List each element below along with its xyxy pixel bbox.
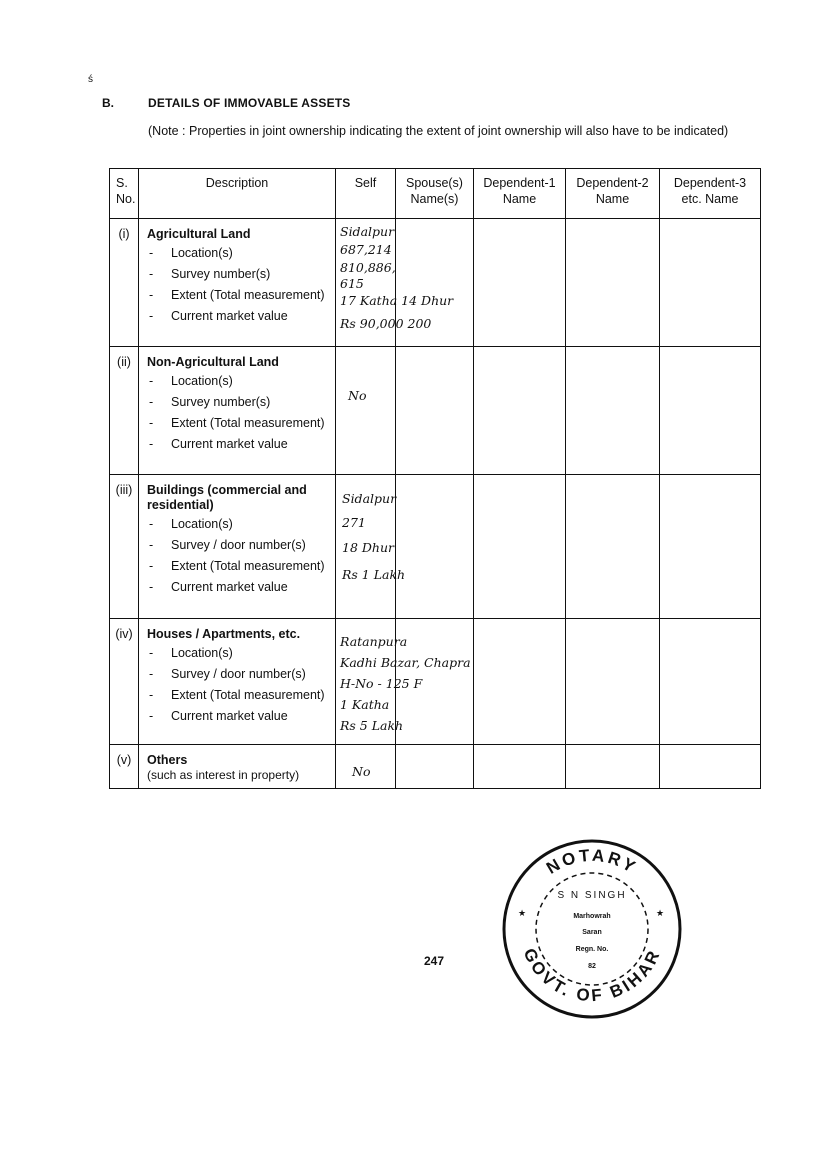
immovable-assets-table: [109, 168, 761, 789]
handwritten-entry: 687,214: [340, 242, 392, 257]
table-row: [110, 745, 761, 789]
handwritten-entry: Rs 5 Lakh: [340, 718, 404, 733]
dependent-1-cell: [474, 347, 566, 475]
handwritten-entry: Ratanpura: [340, 634, 408, 649]
svg-text:★: ★: [656, 908, 665, 918]
handwritten-entry: 615: [340, 276, 364, 291]
col-header-sno: S. No.: [110, 169, 139, 219]
row-category: Others: [147, 753, 188, 767]
handwritten-entry: 18 Dhur: [342, 540, 394, 555]
handwritten-entry: 271: [342, 515, 366, 530]
handwritten-entry: 1 Katha: [340, 697, 390, 712]
list-item: - Extent (Total measurement): [147, 288, 329, 303]
dependent-3-cell: [660, 475, 761, 619]
row-category: Buildings (commercial and residential): [147, 483, 307, 512]
list-item: - Extent (Total measurement): [147, 559, 329, 574]
handwritten-entry: H-No - 125 F: [340, 676, 423, 691]
list-item: - Survey / door number(s): [147, 667, 329, 682]
list-item: - Location(s): [147, 246, 329, 261]
svg-text:GOVT. OF BIHAR: GOVT. OF BIHAR: [519, 945, 665, 1006]
dependent-3-cell: [660, 347, 761, 475]
col-header-spouse: Spouse(s) Name(s): [396, 169, 474, 219]
row-description: [139, 219, 336, 347]
handwritten-entry: Kadhi Bazar, Chapra: [340, 655, 471, 670]
handwritten-entry: Sidalpur: [340, 224, 395, 239]
dependent-3-cell: [660, 219, 761, 347]
row-subtext: (such as interest in property): [147, 768, 300, 782]
list-item: - Current market value: [147, 437, 329, 452]
svg-text:NOTARY: NOTARY: [543, 845, 641, 878]
handwritten-entry: Rs 90,000 200: [340, 316, 432, 331]
scan-mark: ś: [88, 74, 93, 85]
dependent-3-cell: [660, 619, 761, 745]
dependent-2-cell: [566, 475, 660, 619]
col-header-description: Description: [139, 169, 336, 219]
svg-text:Saran: Saran: [582, 929, 602, 936]
col-header-dependent-1: Dependent-1 Name: [474, 169, 566, 219]
dependent-2-cell: [566, 745, 660, 789]
list-item: - Survey number(s): [147, 395, 329, 410]
list-item: - Location(s): [147, 374, 329, 389]
list-item: - Current market value: [147, 580, 329, 595]
svg-text:S N SINGH: S N SINGH: [557, 890, 627, 901]
dependent-1-cell: [474, 745, 566, 789]
svg-text:Marhowrah: Marhowrah: [573, 913, 611, 920]
dependent-1-cell: [474, 475, 566, 619]
dependent-2-cell: [566, 219, 660, 347]
table-row: [110, 475, 761, 619]
section-title: DETAILS OF IMMOVABLE ASSETS: [148, 96, 351, 110]
row-sno: (iv): [110, 619, 139, 745]
table-row: [110, 619, 761, 745]
col-header-dependent-2: Dependent-2 Name: [566, 169, 660, 219]
dependent-1-cell: [474, 619, 566, 745]
self-value-cell: [336, 347, 396, 475]
handwritten-entry: Sidalpur: [342, 491, 397, 506]
dependent-2-cell: [566, 347, 660, 475]
self-value-cell: [336, 475, 406, 619]
dependent-2-cell: [566, 619, 660, 745]
list-item: - Extent (Total measurement): [147, 416, 329, 431]
list-item: - Extent (Total measurement): [147, 688, 329, 703]
list-item: - Current market value: [147, 309, 329, 324]
row-sno: (ii): [110, 347, 139, 475]
self-value-cell: [336, 219, 454, 347]
handwritten-entry: No: [348, 388, 367, 403]
handwritten-entry: No: [352, 764, 371, 779]
table-header-row: [110, 169, 761, 219]
col-header-dependent-3: Dependent-3 etc. Name: [660, 169, 761, 219]
svg-text:82: 82: [588, 963, 596, 970]
list-item: - Survey number(s): [147, 267, 329, 282]
list-item: - Location(s): [147, 517, 329, 532]
row-description: [139, 347, 336, 475]
row-description: [139, 745, 336, 789]
row-category: Agricultural Land: [147, 227, 251, 241]
notary-stamp: [498, 838, 686, 1020]
table-row: [110, 347, 761, 475]
svg-text:Regn. No.: Regn. No.: [575, 946, 609, 953]
row-sno: (iii): [110, 475, 139, 619]
col-header-self: Self: [336, 169, 396, 219]
row-description: [139, 475, 336, 619]
section-note: (Note : Properties in joint ownership indicating the extent of joint ownership will also have to be indicated): [148, 124, 729, 138]
row-sno: (v): [110, 745, 139, 789]
row-description: [139, 619, 336, 745]
handwritten-entry: 17 Katha 14 Dhur: [340, 293, 454, 308]
self-value-cell: [336, 745, 396, 789]
list-item: - Survey / door number(s): [147, 538, 329, 553]
list-item: - Location(s): [147, 646, 329, 661]
page-number: 247: [424, 954, 445, 968]
spouse-cell: [396, 347, 474, 475]
table-row: [110, 219, 761, 347]
row-sno: (i): [110, 219, 139, 347]
row-category: Non-Agricultural Land: [147, 355, 279, 369]
spouse-cell: [396, 475, 474, 619]
list-item: - Current market value: [147, 709, 329, 724]
row-category: Houses / Apartments, etc.: [147, 627, 301, 641]
spouse-cell: [396, 745, 474, 789]
self-value-cell: [336, 619, 471, 745]
handwritten-entry: Rs 1 Lakh: [342, 567, 406, 582]
section-letter: B.: [102, 96, 114, 110]
svg-text:★: ★: [518, 908, 527, 918]
dependent-1-cell: [474, 219, 566, 347]
handwritten-entry: 810,886,: [340, 260, 396, 275]
dependent-3-cell: [660, 745, 761, 789]
